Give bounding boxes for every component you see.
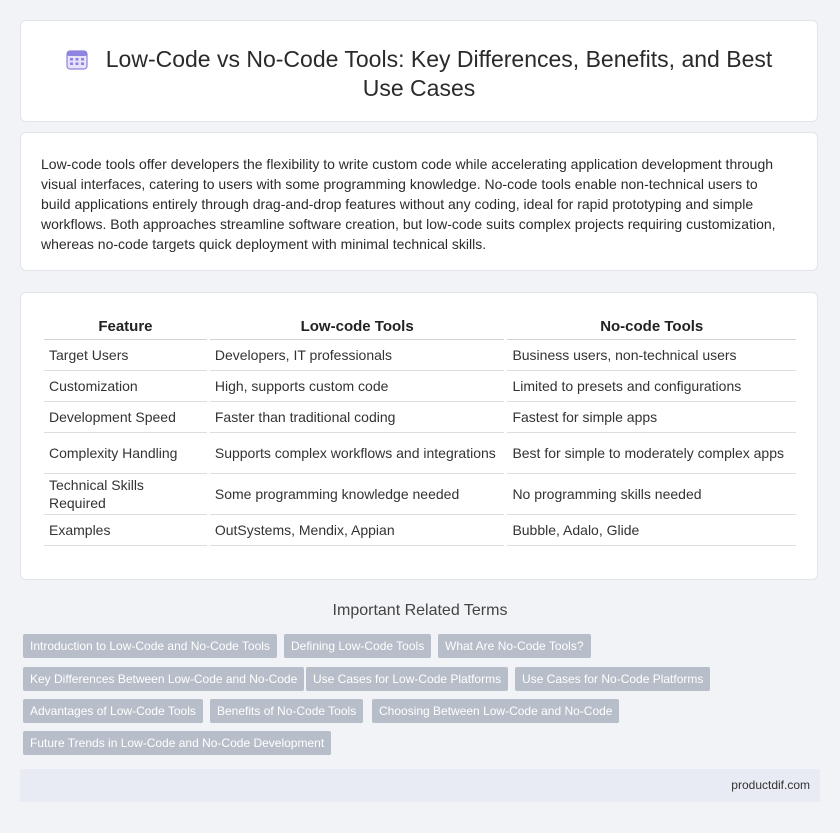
table-cell: Development Speed [44, 402, 207, 433]
related-terms-heading: Important Related Terms [332, 602, 508, 619]
table-row [44, 474, 796, 515]
header-card [20, 20, 818, 122]
table-cell: OutSystems, Mendix, Appian [210, 515, 505, 546]
column-header-feature: Feature [44, 314, 207, 340]
table-cell: Complexity Handling [44, 433, 207, 474]
column-header-low-code: Low-code Tools [210, 314, 505, 340]
table-row [44, 340, 796, 371]
related-term-tag[interactable]: Use Cases for No-Code Platforms [515, 667, 710, 691]
table-cell: Faster than traditional coding [210, 402, 505, 433]
related-term-tag[interactable]: Future Trends in Low-Code and No-Code Development [23, 731, 331, 755]
table-row [44, 515, 796, 546]
related-term-tag[interactable]: Introduction to Low-Code and No-Code Tools [23, 634, 277, 658]
intro-paragraph: Low-code tools offer developers the flexibility to write custom code while accelerating application development through visual interfaces, catering to users with some programming knowledge. No-code tools enable non-technical users to build applications entirely through drag-and-drop features without any coding, ideal for rapid prototyping and simple workflows. Both approaches streamline software creation, but low-code suits complex projects requiring customization, whereas no-code targets quick deployment with minimal technical skills. [41, 156, 776, 252]
comparison-table [41, 314, 799, 546]
table-cell: Supports complex workflows and integrations [210, 433, 505, 474]
related-term-tag[interactable]: What Are No-Code Tools? [438, 634, 591, 658]
table-cell: Developers, IT professionals [210, 340, 505, 371]
table-cell: Technical Skills Required [44, 474, 207, 515]
comparison-table-card [20, 292, 818, 580]
table-row [44, 402, 796, 433]
footer-site-link[interactable]: productdif.com [731, 778, 810, 792]
page-title-text: Low-Code vs No-Code Tools: Key Differences, Benefits, and Best Use Cases [105, 46, 773, 101]
table-header-row [44, 314, 796, 340]
page-title [21, 45, 817, 103]
column-header-no-code: No-code Tools [507, 314, 796, 340]
table-cell: Examples [44, 515, 207, 546]
related-term-tag[interactable]: Defining Low-Code Tools [284, 634, 431, 658]
table-cell: Best for simple to moderately complex apps [507, 433, 796, 474]
table-cell: Target Users [44, 340, 207, 371]
related-term-tag[interactable]: Use Cases for Low-Code Platforms [306, 667, 508, 691]
table-row [44, 433, 796, 474]
table-cell: No programming skills needed [507, 474, 796, 515]
table-cell: Customization [44, 371, 207, 402]
table-cell: Limited to presets and configurations [507, 371, 796, 402]
footer-bar [20, 769, 820, 802]
intro-card [20, 132, 818, 271]
table-cell: Fastest for simple apps [507, 402, 796, 433]
table-cell: High, supports custom code [210, 371, 505, 402]
calendar-grid-icon [66, 48, 88, 70]
related-term-tag[interactable]: Benefits of No-Code Tools [210, 699, 363, 723]
related-term-tag[interactable]: Advantages of Low-Code Tools [23, 699, 203, 723]
related-term-tag[interactable]: Choosing Between Low-Code and No-Code [372, 699, 619, 723]
table-row [44, 371, 796, 402]
table-cell: Business users, non-technical users [507, 340, 796, 371]
related-term-tag[interactable]: Key Differences Between Low-Code and No-Code [23, 667, 304, 691]
table-cell: Bubble, Adalo, Glide [507, 515, 796, 546]
table-cell: Some programming knowledge needed [210, 474, 505, 515]
